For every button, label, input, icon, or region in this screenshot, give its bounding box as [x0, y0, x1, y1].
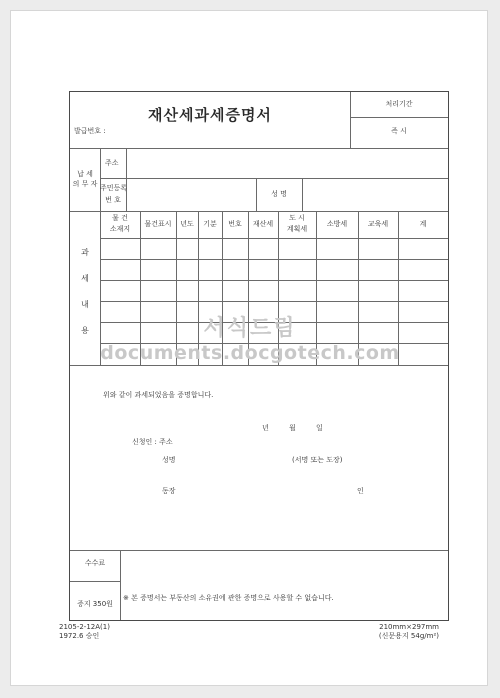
- col-header-location-1: 물 건: [112, 214, 128, 222]
- signature-hint: (서명 또는 도장): [292, 456, 343, 464]
- certify-text: 위와 같이 과세되었음을 증명합니다.: [103, 391, 214, 399]
- mayor-label: 동장: [162, 487, 176, 495]
- stamp-label: 증지 350원: [77, 600, 113, 608]
- processing-period-label: 처리기간: [385, 100, 413, 108]
- resident-reg-label-1: 주민등록: [100, 184, 128, 192]
- date-line: 년 월 일: [262, 424, 323, 432]
- col-header-total: 계: [419, 220, 427, 228]
- paper-type: (신문용지 54g/m²): [378, 632, 439, 640]
- col-header-year: 년도: [180, 220, 194, 228]
- address-label: 주소: [105, 159, 119, 167]
- col-header-fire-tax: 소방세: [326, 220, 348, 228]
- page-frame: [10, 10, 488, 686]
- col-header-period: 기분: [203, 220, 217, 228]
- watermark-url: documents.docgotech.com: [100, 342, 400, 364]
- col-header-urban-tax-1: 도 시: [289, 214, 305, 222]
- notice-text: ※ 본 증명서는 부동산의 소유권에 관한 증명으로 사용할 수 없습니다.: [123, 594, 334, 602]
- col-header-number: 번호: [228, 220, 242, 228]
- seal-mark: 인: [357, 487, 364, 495]
- approval-date: 1972.6 승인: [59, 632, 100, 640]
- resident-reg-label-2: 번 호: [105, 196, 121, 204]
- name-label: 성 명: [271, 190, 287, 198]
- applicant-name-label: 성명: [162, 456, 176, 464]
- taxpayer-label-2: 의 무 자: [72, 180, 98, 188]
- fee-label: 수수료: [84, 559, 106, 567]
- issue-number-label: 발급번호 :: [74, 127, 106, 135]
- watermark-title: 서식드림: [203, 316, 297, 341]
- col-header-education-tax: 교육세: [367, 220, 389, 228]
- col-header-location-2: 소재지: [109, 225, 131, 233]
- tax-content-char-4: 용: [81, 326, 89, 335]
- tax-content-char-3: 내: [81, 300, 89, 309]
- form-title: 재산세과세증명서: [148, 106, 272, 124]
- taxpayer-label-1: 납 세: [77, 170, 93, 178]
- tax-content-char-2: 세: [81, 274, 89, 283]
- processing-period-value: 즉 시: [391, 127, 407, 135]
- applicant-address-label: 신청인 : 주소: [132, 438, 173, 446]
- col-header-property: 물건표시: [144, 220, 172, 228]
- paper-size: 210mm×297mm: [379, 623, 439, 631]
- form-code: 2105-2-12A(1): [59, 623, 110, 631]
- col-header-property-tax: 재산세: [252, 220, 274, 228]
- col-header-urban-tax-2: 계획세: [286, 225, 308, 233]
- tax-content-char-1: 과: [81, 248, 89, 257]
